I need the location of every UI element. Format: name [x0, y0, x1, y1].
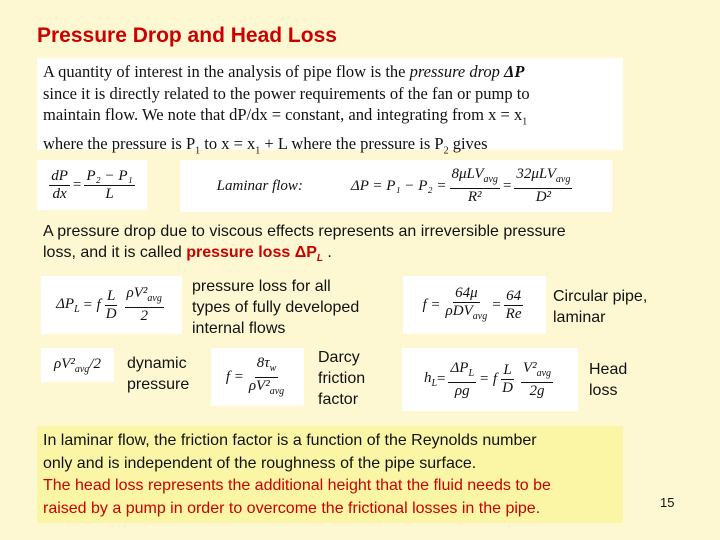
- darcy-friction-equation: f = $\frac{8\tau_w}{\rho V^2_{avg}}$: [211, 348, 304, 406]
- note-line-3: The head loss represents the additional height that the fluid needs to be: [43, 477, 551, 494]
- note-line-2: only and is independent of the roughness of the pipe surface.: [43, 454, 477, 472]
- dynamic-pressure-label: dynamic pressure: [127, 355, 190, 393]
- intro-line-3: maintain flow. We note that dP/dx = constant, and integrating from $x = x_1$: [43, 105, 528, 128]
- pressure-gradient-equation: $\frac{dP}{dx}$ = $\frac{\text{P₂ − P₁}}{L}$: [37, 160, 147, 210]
- intro-line-4: where the pressure is $P_1$ to $x = x_1 + L$ where the pressure is $P_2$ gives: [43, 133, 488, 157]
- note-line-1: In laminar flow, the friction factor is a function of the Reynolds number: [43, 432, 537, 449]
- darcy-friction-label: Darcy friction factor: [318, 349, 366, 408]
- head-loss-equation: $h_L$ = $\frac{\Delta P_L}{\rho g}$ = f $\frac{L}{D}$ $\frac{V^2_{avg}}{2g}$: [402, 348, 578, 411]
- intro-line-2: since it is directly related to the power requirements of the fan or pump to: [43, 83, 530, 103]
- intro-line-1: A quantity of interest in the analysis of pipe flow is the pressure drop ΔP: [43, 62, 525, 81]
- laminar-pressure-drop-equation: Laminar flow: ΔP = P₁ − P₂ = $\frac{8\mu LV_{avg}}{\text{R²}}$ = $\frac{32\mu LV_{avg}}{\text{D²}}$: [180, 160, 612, 212]
- page-number: 15: [660, 495, 675, 510]
- head-loss-label: Head loss: [589, 361, 628, 399]
- circular-pipe-friction-equation: f = $\frac{64\mu}{\rho DV_{avg}}$ = $\frac{64}{Re}$: [403, 276, 546, 334]
- definition-line-2: loss, and it is called pressure loss $\Delta P_L$ .: [43, 244, 332, 265]
- pressure-loss-label: pressure loss for all types of fully developed internal flows: [192, 278, 360, 337]
- circular-pipe-label: Circular pipe, laminar: [553, 288, 648, 326]
- intro-paragraph: [37, 58, 623, 157]
- page-title: Pressure Drop and Head Loss: [37, 24, 337, 47]
- pressure-loss-definition: [43, 221, 663, 269]
- summary-note: [37, 426, 623, 523]
- note-line-4: raised by a pump in order to overcome the frictional losses in the pipe.: [43, 499, 541, 517]
- definition-line-1: A pressure drop due to viscous effects represents an irreversible pressure: [43, 223, 566, 240]
- pressure-loss-equation: $\Delta P_L$ = f $\frac{L}{D}$ $\frac{\rho V^2_{avg}}{2}$: [41, 276, 182, 334]
- dynamic-pressure-expression: $\rho V^2_{avg}/2$: [41, 348, 114, 382]
